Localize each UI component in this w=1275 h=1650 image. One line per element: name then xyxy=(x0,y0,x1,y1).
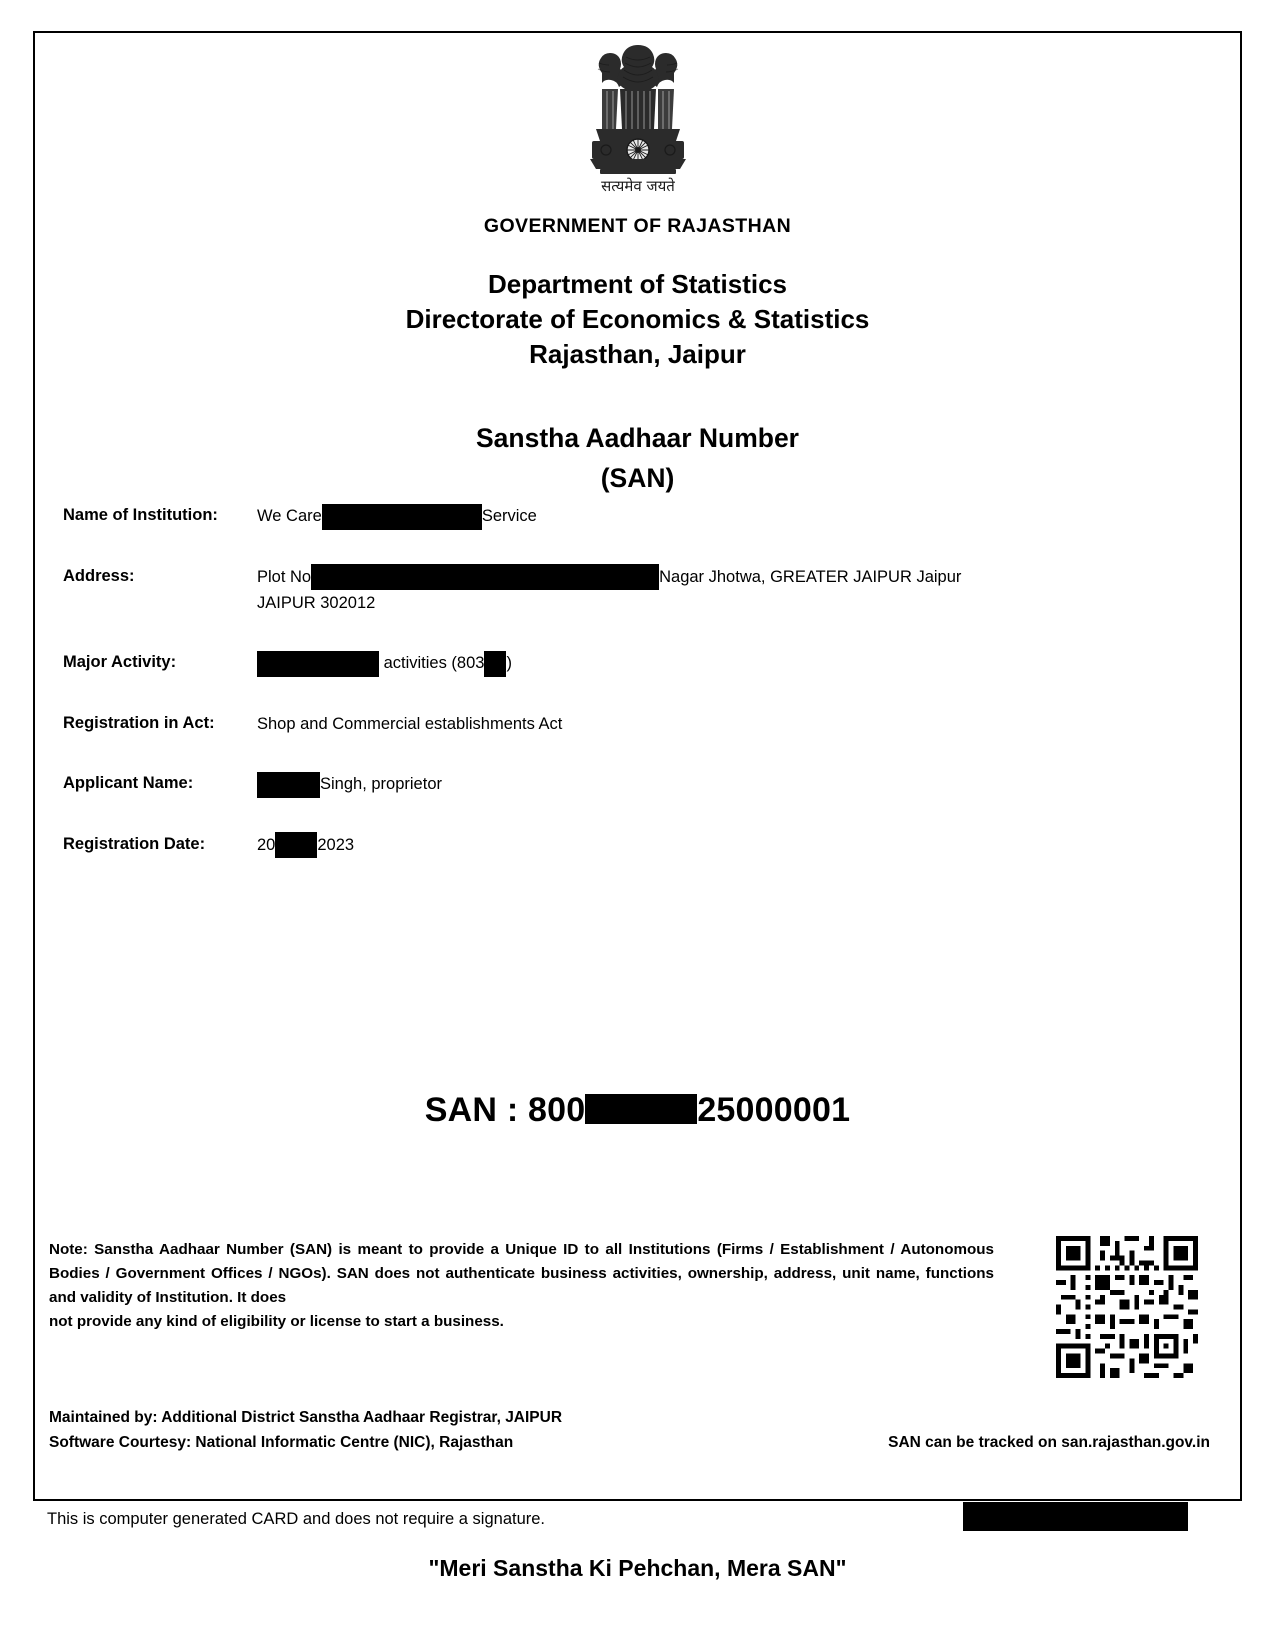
department-block xyxy=(35,267,1240,372)
redaction-bar xyxy=(257,651,379,677)
value-text: Service xyxy=(481,507,537,525)
redaction-bar xyxy=(484,651,506,677)
field-value xyxy=(257,771,1240,798)
value-text: JAIPUR 302012 xyxy=(257,594,376,613)
footer-maintained-block xyxy=(49,1405,1224,1455)
field-value xyxy=(257,832,1240,859)
tagline: "Meri Sanstha Ki Pehchan, Mera SAN" xyxy=(428,1555,847,1581)
department-line-1: Department of Statistics xyxy=(487,269,788,299)
value-text: ) xyxy=(506,654,512,673)
value-text: 2023 xyxy=(317,835,355,854)
field-label: Registration in Act: xyxy=(63,713,215,732)
san-suffix: 25000001 xyxy=(697,1091,851,1129)
qr-code[interactable] xyxy=(1056,1236,1198,1378)
field-row xyxy=(35,564,1240,617)
field-value xyxy=(257,564,1240,617)
san-redaction-bar xyxy=(585,1094,697,1124)
note-text: Note: Sanstha Aadhaar Number (SAN) is meant to provide a Unique ID to all Institutions (Firms / Establishment / Autonomous Bodies / Government Offices / NGOs). SAN does not authenticate business activities, ownership, address, unit name, functions and validity of Institution. It does xyxy=(49,1241,994,1306)
field-label: Name of Institution: xyxy=(63,506,218,524)
redaction-bar xyxy=(311,564,659,590)
san-prefix: SAN : 800 xyxy=(424,1091,586,1129)
field-row xyxy=(35,711,1240,737)
computer-generated-note: This is computer generated CARD and does not require a signature. xyxy=(47,1510,546,1528)
san-number xyxy=(35,1091,1240,1130)
fields-list xyxy=(35,503,1240,892)
emblem-motto: सत्यमेव जयते xyxy=(600,177,675,195)
value-text: We Care xyxy=(257,507,322,525)
document-title-line-2: (SAN) xyxy=(600,463,675,493)
value-text: Singh, proprietor xyxy=(320,774,442,793)
field-row xyxy=(35,650,1240,677)
qr-code-icon xyxy=(1056,1236,1198,1378)
field-row xyxy=(35,832,1240,859)
maintained-by: Maintained by: Additional District Sanstha Aadhaar Registrar, JAIPUR xyxy=(49,1409,563,1426)
state-emblem-of-india-icon xyxy=(582,39,694,199)
field-value xyxy=(257,503,1240,530)
field-row xyxy=(35,503,1240,530)
field-label: Registration Date: xyxy=(63,834,206,853)
emblem-container xyxy=(35,39,1240,199)
department-line-3: Rajasthan, Jaipur xyxy=(529,339,746,369)
value-text: 20 xyxy=(257,835,276,854)
department-line-2: Directorate of Economics & Statistics xyxy=(405,304,870,334)
tracked-on: SAN can be tracked on san.rajasthan.gov.in xyxy=(888,1434,1210,1451)
value-text: Shop and Commercial establishments Act xyxy=(257,714,563,733)
value-text: Plot No xyxy=(257,567,312,586)
note-block xyxy=(49,1238,994,1334)
certificate-card xyxy=(33,31,1242,1501)
field-value-line xyxy=(257,564,1220,591)
field-row xyxy=(35,771,1240,798)
value-text: activities (803 xyxy=(379,654,485,673)
field-value-line xyxy=(257,590,1220,616)
field-label: Major Activity: xyxy=(63,653,177,672)
redaction-bar xyxy=(257,772,320,798)
software-courtesy: Software Courtesy: National Informatic Centre (NIC), Rajasthan xyxy=(49,1434,514,1451)
field-label: Applicant Name: xyxy=(63,773,194,792)
field-value xyxy=(257,650,1240,677)
field-label: Address: xyxy=(63,566,135,585)
note-last-line: not provide any kind of eligibility or license to start a business. xyxy=(49,1313,504,1330)
bottom-redaction-bar xyxy=(963,1502,1188,1531)
document-title xyxy=(35,418,1240,498)
field-value xyxy=(257,711,1240,737)
redaction-bar xyxy=(275,832,317,858)
document-title-line-1: Sanstha Aadhaar Number xyxy=(476,423,799,453)
redaction-bar xyxy=(322,504,482,530)
government-line: GOVERNMENT OF RAJASTHAN xyxy=(483,215,792,237)
value-text: Nagar Jhotwa, GREATER JAIPUR Jaipur xyxy=(659,567,962,586)
